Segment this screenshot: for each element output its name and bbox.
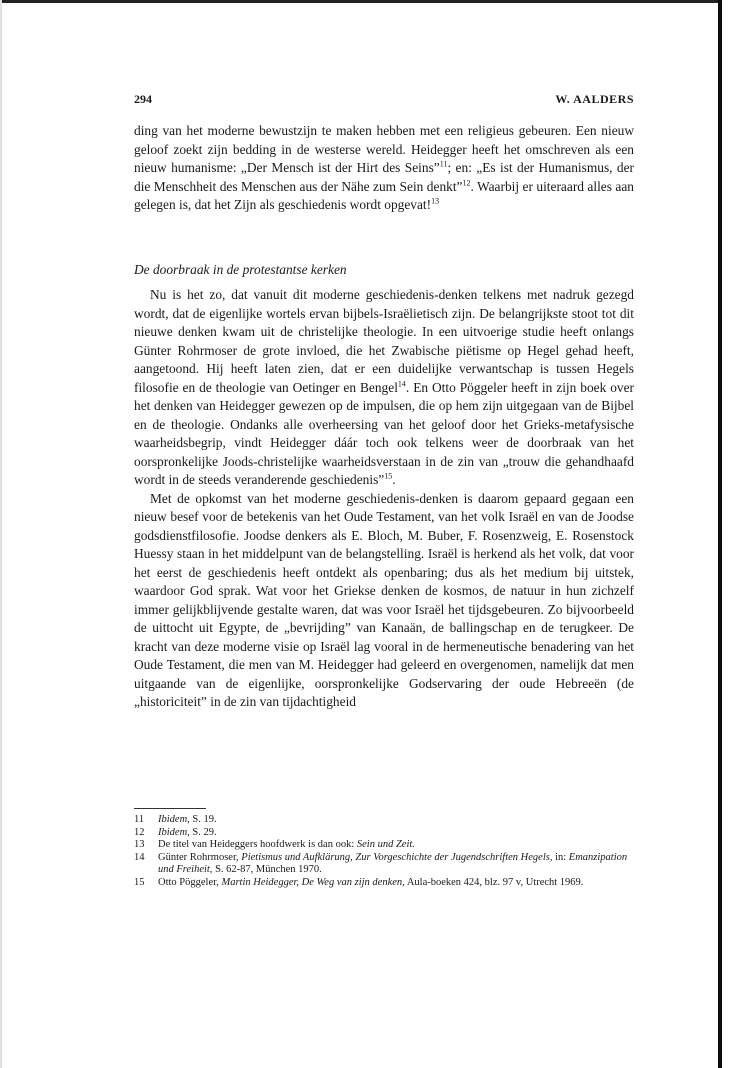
page-number: 294: [134, 92, 152, 106]
section-body: [134, 286, 634, 712]
footnote-ref-11[interactable]: 11: [439, 159, 448, 169]
footnote-ref-14[interactable]: 14: [397, 379, 406, 389]
paragraph-2: Nu is het zo, dat vanuit dit moderne geschiedenis-denken telkens met nadruk gezegd wordt, dat de eigenlijke wortels ervan bijbels-Israëlietisch zijn. De belangrijkste stoot tot dit nieuwe denken kwam uit de christelijke theologie. In een uitvoerige studie heeft onlangs Günter Rohrmoser de grote invloed, die het Zwabische piëtisme op Hegel gehad heeft, aangetoond. Hij heeft laten zien, dat er een duidelijke verwantschap is tussen Hegels filosofie en de theologie van Oetinger en Bengel$^{14}$. En Otto Pöggeler heeft in zijn boek over het denken van Heidegger gewezen op de impulsen, die op hem zijn uitgegaan van de Bijbel en de theologie. Ondanks alle overheersing van het geloof door het Grieks-metafysische waarheidsbegrip, vindt Heidegger dáár toch ook telkens weer de doorbraak van het oorspronkelijke Joods-christelijke waarheidsverstaan in de zin van „trouw die gehandhaafd wordt in de steeds veranderende geschiedenis”$^{15}$.: [134, 287, 634, 487]
section-heading: De doorbraak in de protestantse kerken: [134, 262, 347, 277]
footnote-13: 13 De titel van Heideggers hoofdwerk is dan ook: Sein und Zeit.: [134, 839, 415, 851]
footnote-12: 12 Ibidem, S. 29.: [134, 826, 217, 838]
footnote-15: 15 Otto Pöggeler, Martin Heidegger, De Weg van zijn denken, Aula-boeken 424, blz. 97 v, Utrecht 1969.: [134, 876, 584, 888]
footnote-ref-12[interactable]: 12: [462, 178, 471, 188]
running-author: W. AALDERS: [555, 92, 634, 106]
footnote-rule: [134, 808, 206, 809]
paragraph-3: Met de opkomst van het moderne geschiedenis-denken is daarom gepaard gegaan een nieuw besef voor de betekenis van het Oude Testament, van het volk Israël en van de Joodse godsdienstfilosofie. Joodse denkers als E. Bloch, M. Buber, F. Rosenzweig, E. Rosenstock Huessy staan in het middelpunt van de belangstelling. Israël is herkend als het volk, dat voor het eerst de geschiedenis heeft ontdekt als openbaring; dus als het medium bij uitstek, waardoor God sprak. Wat voor het Griekse denken de kosmos, de natuur in hun zichzelf immer gelijkblijvende gestalte waren, dat was voor Israël het tijdsgebeuren. Zo bijvoorbeeld de uittocht uit Egypte, de „bevrijding” van Kanaän, de ballingschap en de terugkeer. De kracht van deze moderne visie op Israël lag vooral in de hermeneutische benadering van het Oude Testament, die men van M. Heidegger had geleerd en overgenomen, namelijk dat men uitgaande van de eigenlijke, oorspronkelijke Godservaring der oude Hebreeën (de „historiciteit” in de zin van tijdachtigheid: [134, 490, 634, 709]
footnote-14: 14 Günter Rohrmoser, Pietismus und Aufklärung, Zur Vorgeschichte der Jugendschriften Hegels, in: Emanzipation und Freiheit, S. 62-87, München 1970.: [134, 851, 628, 876]
footnotes: [134, 814, 634, 890]
page-border-top: [0, 0, 722, 3]
paragraph-intro: ding van het moderne bewustzijn te maken hebben met een religieus gebeuren. Een nieuw geloof zoekt zijn bedding in de westerse wereld. Heidegger heeft het omschreven als een nieuw humanisme: „Der Mensch ist der Hirt des Seins”$^{11}$; en: „Es ist der Humanismus, der die Menschheit des Menschen aus der Nähe zum Sein denkt”$^{12}$. Waarbij er uiteraard alles aan gelegen is, dat het Zijn als geschiedenis wordt opgevat!$^{13}$: [134, 123, 634, 212]
footnote-ref-13[interactable]: 13: [431, 196, 440, 206]
footnote-ref-15[interactable]: 15: [384, 471, 393, 481]
footnote-11: 11 Ibidem, S. 19.: [134, 814, 217, 825]
page-border-left: [0, 0, 2, 1068]
page-border-right: [718, 0, 722, 1068]
